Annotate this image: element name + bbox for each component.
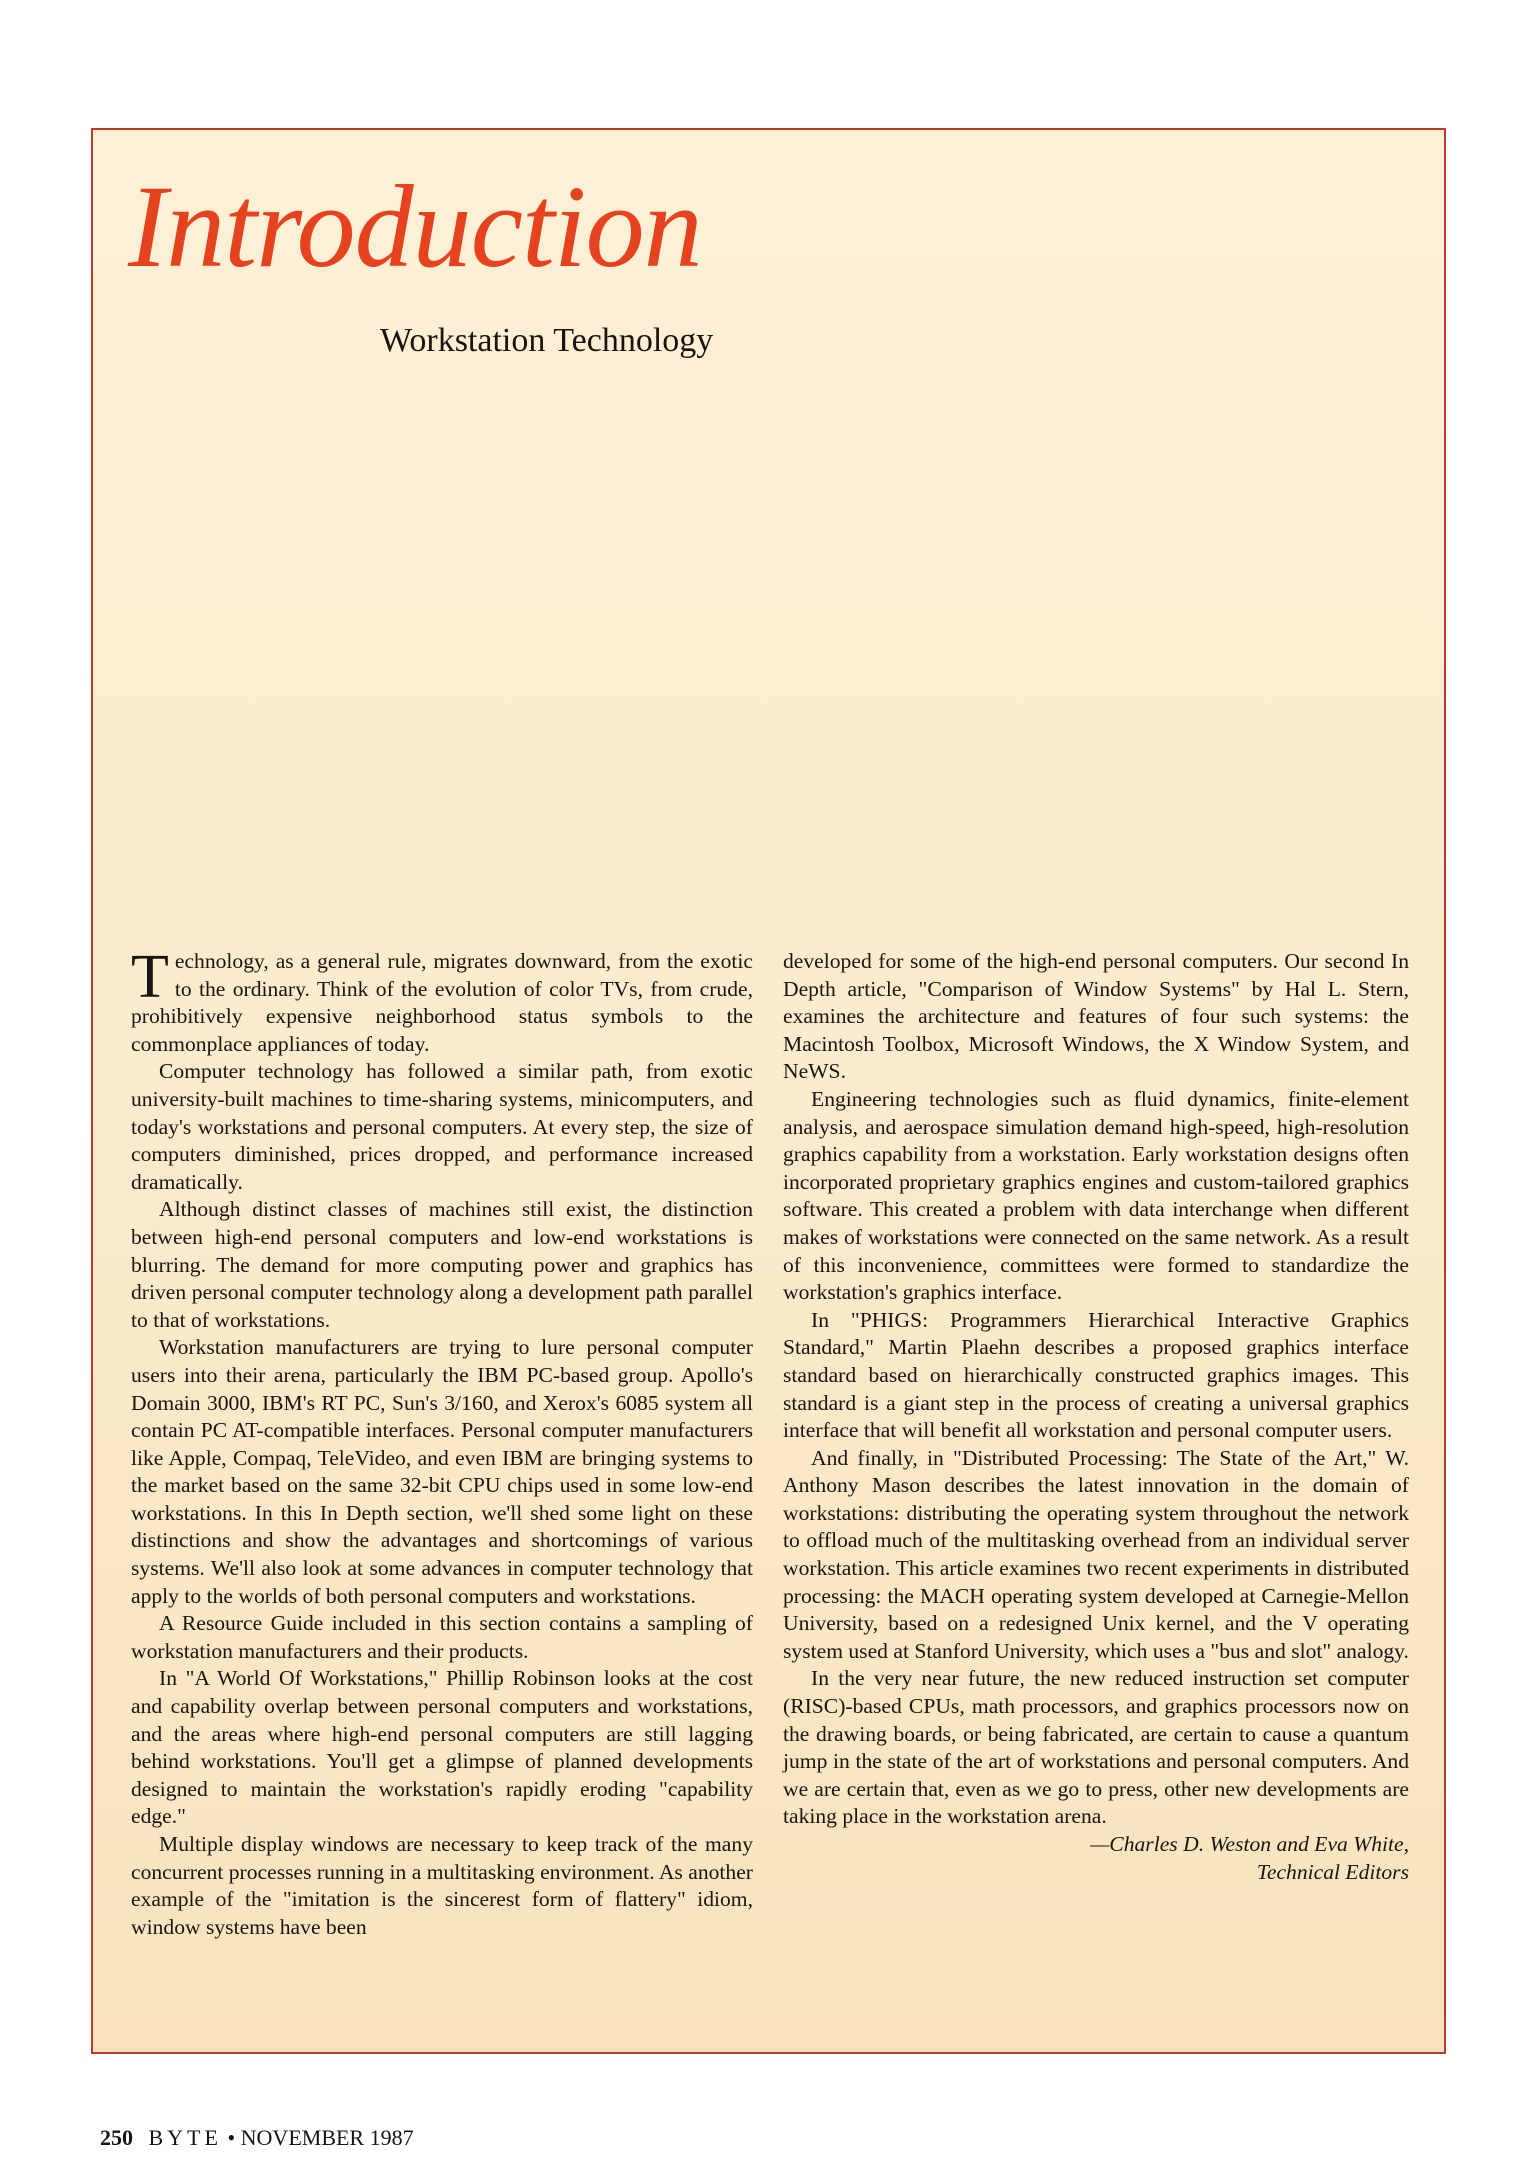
signature-role: Technical Editors (1256, 1859, 1409, 1884)
paragraph: Computer technology has followed a similar path, from exotic university-built machines to time-sharing systems, minicomputers, and today's workstations and personal computers. At every step, the size of computers diminished, prices dropped, and performance increased dramatically. (131, 1059, 753, 1194)
page-subtitle: Workstation Technology (380, 322, 714, 359)
paragraph: Workstation manufacturers are trying to lure personal computer users into their arena, particularly the IBM PC-based group. Apollo's Domain 3000, IBM's RT PC, Sun's 3/160, and Xerox's 6085 system all contain PC AT-compatible interfaces. Personal computer manufacturers like Apple, Compaq, TeleVideo, and even IBM are bringing systems to the market based on the same 32-bit CPU chips used in some low-end workstations. In this In Depth section, we'll shed some light on these distinctions and show the advantages and shortcomings of various systems. We'll also look at some advances in computer technology that apply to the worlds of both personal computers and workstations. (131, 1335, 753, 1608)
paragraph: In the very near future, the new reduced instruction set computer (RISC)-based CPUs, math processors, and graphics processors now on the drawing boards, or being fabricated, are certain to cause a quantum jump in the state of the art of workstations and personal computers. And we are certain that, even as we go to press, other new developments are taking place in the workstation arena. (783, 1666, 1409, 1829)
paragraph: Technology, as a general rule, migrates downward, from the exotic to the ordinary. Think of the evolution of color TVs, from crude, prohibitively expensive neighborhood status symbols to the commonplace appliances of today. (131, 943, 753, 1056)
paragraph: Engineering technologies such as fluid dynamics, finite-element analysis, and aerospace simulation demand high-speed, high-resolution graphics capability from a workstation. Early workstation designs often incorporated proprietary graphics engines and custom-tailored graphics software. This created a problem with data interchange when different makes of workstations were connected on the same network. As a result of this inconvenience, committees were formed to standardize the workstation's graphics interface. (783, 1086, 1409, 1305)
page-title: Introduction (128, 161, 702, 292)
issue-date: NOVEMBER 1987 (240, 2125, 414, 2150)
paragraph: A Resource Guide included in this section contains a sampling of workstation manufacturers and their products. (131, 1611, 753, 1663)
paragraph: developed for some of the high-end personal computers. Our second In Depth article, "Comparison of Window Systems" by Hal L. Stern, examines the architecture and features of four such systems: the Macintosh Toolbox, Microsoft Windows, the X Window System, and NeWS. (783, 949, 1409, 1084)
page-number: 250 (100, 2125, 133, 2150)
author-signature (783, 1831, 1409, 1886)
page-footer (100, 2125, 414, 2151)
article-column-right (783, 948, 1409, 1886)
paragraph: And finally, in "Distributed Processing: The State of the Art," W. Anthony Mason describes the latest innovation in the domain of workstations: distributing the operating system throughout the network to offload much of the multitasking overhead from an individual server workstation. This article examines two recent experiments in distributed processing: the MACH operating system developed at Carnegie-Mellon University, based on a redesigned Unix kernel, and the V operating system used at Stanford University, which uses a "bus and slot" analogy. (783, 1445, 1409, 1663)
paragraph: In "A World Of Workstations," Phillip Robinson looks at the cost and capability overlap between personal computers and workstations, and the areas where high-end personal computers are still lagging behind workstations. You'll get a glimpse of planned developments designed to maintain the workstation's rapidly eroding "capability edge." (131, 1666, 753, 1829)
paragraph: In "PHIGS: Programmers Hierarchical Interactive Graphics Standard," Martin Plaehn describes a proposed graphics interface standard based on hierarchically constructed graphics images. This standard is a giant step in the process of creating a universal graphics interface that will benefit all workstation and personal computer users. (783, 1307, 1409, 1443)
paragraph: Multiple display windows are necessary to keep track of the many concurrent processes running in a multitasking environment. As another example of the "imitation is the sincerest form of flattery" idiom, window systems have been (131, 1832, 753, 1939)
magazine-name: BYTE (148, 2125, 222, 2150)
article-column-left (131, 943, 753, 1941)
drop-cap: T (131, 943, 169, 1011)
footer-separator: • (227, 2125, 236, 2150)
paragraph: Although distinct classes of machines still exist, the distinction between high-end personal computers and low-end workstations is blurring. The demand for more computing power and graphics has driven personal computer technology along a development path parallel to that of workstations. (131, 1197, 753, 1332)
signature-names: —Charles D. Weston and Eva White, (1090, 1832, 1409, 1856)
